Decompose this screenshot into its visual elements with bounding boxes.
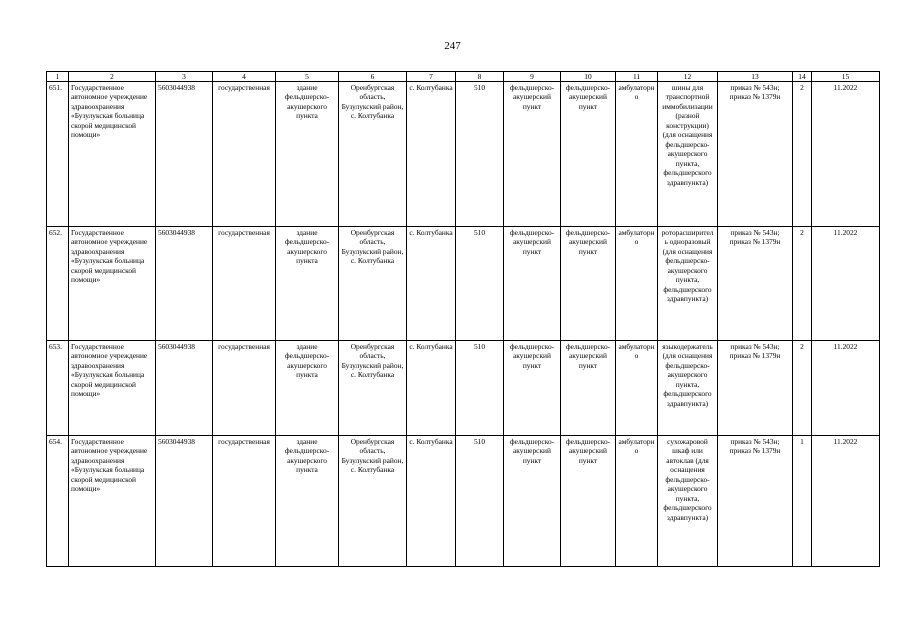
column-number: 11 (616, 72, 658, 82)
address-cell: Оренбургская область, Бузулукский район, с. Колтубанка (339, 436, 407, 567)
equipment-cell: роторасширитель одноразовый (для оснащения фельдшерско-акушерского пункта, фельдшерского здравпункта) (658, 227, 718, 341)
inn-cell: 5603044938 (156, 341, 213, 436)
column-number: 4 (213, 72, 276, 82)
column-number: 6 (339, 72, 407, 82)
unit-name-cell: фельдшерско-акушерский пункт (561, 227, 616, 341)
date-cell: 11.2022 (812, 341, 880, 436)
unit-name-cell: фельдшерско-акушерский пункт (561, 82, 616, 227)
organization-name: Государственное автономное учреждение здравоохранения «Бузулукская больница скорой медицинской помощи» (69, 436, 156, 567)
page-number: 247 (444, 40, 461, 52)
building-cell: здание фельдшерско-акушерского пункта (276, 341, 339, 436)
inn-cell: 5603044938 (156, 82, 213, 227)
ownership-cell: государственная (213, 341, 276, 436)
equipment-cell: языкодержатель (для оснащения фельдшерско-акушерского пункта, фельдшерского здравпункта) (658, 341, 718, 436)
address-cell: Оренбургская область, Бузулукский район, с. Колтубанка (339, 341, 407, 436)
ownership-cell: государственная (213, 436, 276, 567)
address-cell: Оренбургская область, Бузулукский район, с. Колтубанка (339, 227, 407, 341)
inn-cell: 5603044938 (156, 436, 213, 567)
care-type-cell: амбулаторно (616, 341, 658, 436)
care-type-cell: амбулаторно (616, 82, 658, 227)
order-cell: приказ № 543н; приказ № 1379н (718, 227, 793, 341)
quantity-cell: 2 (793, 227, 812, 341)
unit-type-cell: фельдшерско-акушерский пункт (504, 436, 561, 567)
order-cell: приказ № 543н; приказ № 1379н (718, 341, 793, 436)
building-cell: здание фельдшерско-акушерского пункта (276, 82, 339, 227)
column-number: 1 (47, 72, 69, 82)
settlement-cell: с. Колтубанка (407, 227, 456, 341)
column-number: 2 (69, 72, 156, 82)
ownership-cell: государственная (213, 227, 276, 341)
table-row (47, 341, 880, 436)
organization-name: Государственное автономное учреждение здравоохранения «Бузулукская больница скорой медицинской помощи» (69, 341, 156, 436)
column-number: 12 (658, 72, 718, 82)
inn-cell: 5603044938 (156, 227, 213, 341)
care-type-cell: амбулаторно (616, 227, 658, 341)
row-number: 652. (47, 227, 69, 341)
quantity-cell: 2 (793, 82, 812, 227)
column-number: 5 (276, 72, 339, 82)
order-cell: приказ № 543н; приказ № 1379н (718, 82, 793, 227)
table-row (47, 82, 880, 227)
date-cell: 11.2022 (812, 82, 880, 227)
column-number: 9 (504, 72, 561, 82)
table-row (47, 436, 880, 567)
equipment-cell: сухожаровой шкаф или автоклав (для оснащения фельдшерско-акушерского пункта, фельдшерского здравпункта) (658, 436, 718, 567)
care-type-cell: амбулаторно (616, 436, 658, 567)
column-number: 3 (156, 72, 213, 82)
settlement-cell: с. Колтубанка (407, 82, 456, 227)
settlement-cell: с. Колтубанка (407, 341, 456, 436)
unit-name-cell: фельдшерско-акушерский пункт (561, 341, 616, 436)
column-number: 8 (456, 72, 504, 82)
column-number: 15 (812, 72, 880, 82)
order-cell: приказ № 543н; приказ № 1379н (718, 436, 793, 567)
code-cell: 510 (456, 82, 504, 227)
table-row (47, 227, 880, 341)
unit-type-cell: фельдшерско-акушерский пункт (504, 82, 561, 227)
ownership-cell: государственная (213, 82, 276, 227)
unit-type-cell: фельдшерско-акушерский пункт (504, 227, 561, 341)
date-cell: 11.2022 (812, 436, 880, 567)
quantity-cell: 2 (793, 341, 812, 436)
column-number: 13 (718, 72, 793, 82)
organization-name: Государственное автономное учреждение здравоохранения «Бузулукская больница скорой медицинской помощи» (69, 82, 156, 227)
code-cell: 510 (456, 436, 504, 567)
row-number: 651. (47, 82, 69, 227)
building-cell: здание фельдшерско-акушерского пункта (276, 436, 339, 567)
code-cell: 510 (456, 341, 504, 436)
column-number-row (47, 72, 880, 82)
organization-name: Государственное автономное учреждение здравоохранения «Бузулукская больница скорой медицинской помощи» (69, 227, 156, 341)
column-number: 14 (793, 72, 812, 82)
quantity-cell: 1 (793, 436, 812, 567)
unit-type-cell: фельдшерско-акушерский пункт (504, 341, 561, 436)
equipment-cell: шины для транспортной иммобилизации (разной конструкции) (для оснащения фельдшерско-акушерского пункта, фельдшерского здравпункта) (658, 82, 718, 227)
column-number: 7 (407, 72, 456, 82)
unit-name-cell: фельдшерско-акушерский пункт (561, 436, 616, 567)
settlement-cell: с. Колтубанка (407, 436, 456, 567)
registry-table (46, 71, 880, 567)
row-number: 653. (47, 341, 69, 436)
row-number: 654. (47, 436, 69, 567)
date-cell: 11.2022 (812, 227, 880, 341)
address-cell: Оренбургская область, Бузулукский район, с. Колтубанка (339, 82, 407, 227)
building-cell: здание фельдшерско-акушерского пункта (276, 227, 339, 341)
column-number: 10 (561, 72, 616, 82)
code-cell: 510 (456, 227, 504, 341)
